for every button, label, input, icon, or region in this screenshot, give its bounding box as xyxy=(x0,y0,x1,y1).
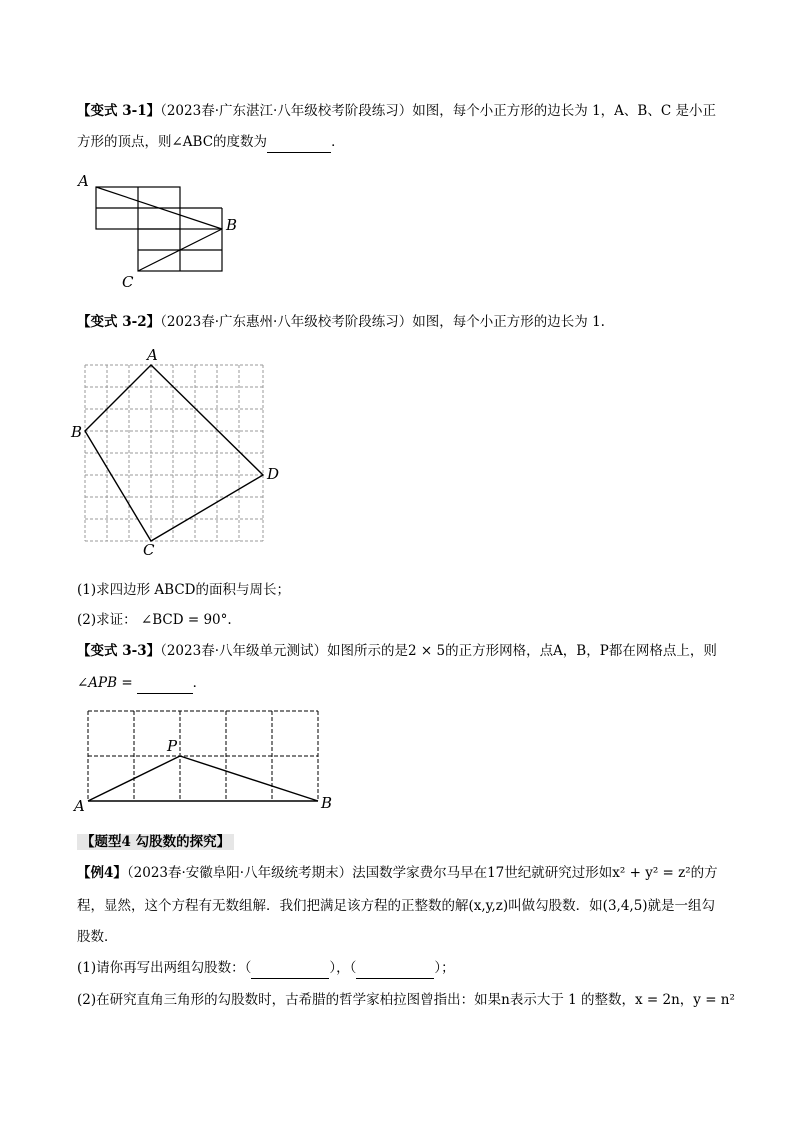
q31-label-c: C xyxy=(122,273,134,291)
ex4-text2: 程，显然，这个方程有无数组解．我们把满足该方程的正整数的解(x,y,z)叫做勾股数．如(3,4,5)就是一组勾 xyxy=(77,898,716,914)
q31-tag: 【变式 3-1】 xyxy=(77,103,161,119)
ex4-text3: 股数． xyxy=(77,929,118,945)
ex4-line1 xyxy=(77,863,718,883)
q33-segment-pb xyxy=(180,756,318,801)
ex4-sub1-mid: ），（ xyxy=(329,960,357,976)
ex4-sub2 xyxy=(77,990,735,1010)
q31-figure xyxy=(70,170,260,295)
ex4-blank-2 xyxy=(356,958,434,979)
q32-sub2 xyxy=(77,610,232,630)
q32-figure xyxy=(65,343,295,558)
q32-label-c: C xyxy=(143,541,155,558)
q31-label-b: B xyxy=(226,216,238,234)
section-heading xyxy=(77,832,234,852)
ex4-line3 xyxy=(77,927,118,947)
ex4-sub1-text: (1)请你再写出两组勾股数：（ xyxy=(77,960,252,976)
q33-label-a: A xyxy=(74,797,85,815)
q32-label-d: D xyxy=(267,465,280,483)
ex4-sub1-end: ）； xyxy=(434,960,455,976)
q31-text1: （2023春·广东湛江·八年级校考阶段练习）如图，每个小正方形的边长为 1，A、B、C 是小正 xyxy=(160,103,716,119)
q33-text1: （2023春·八年级单元测试）如图所示的是2 × 5的正方形网格，点A，B，P都在网格点上，则 xyxy=(160,643,717,659)
q33-label-p: P xyxy=(167,737,178,755)
q32-label-a: A xyxy=(147,346,158,364)
q32-dashed-grid xyxy=(85,365,263,541)
q31-answer-blank xyxy=(267,132,331,153)
q33-text2: ∠APB = xyxy=(77,675,133,691)
ex4-tag: 【例4】 xyxy=(77,865,127,881)
q32-text1: （2023春·广东惠州·八年级校考阶段练习）如图，每个小正方形的边长为 1. xyxy=(160,314,605,330)
q32-label-b: B xyxy=(71,423,83,441)
q33-text2-end: ． xyxy=(192,675,207,691)
q33-answer-blank xyxy=(137,673,193,694)
q33-dashed-grid xyxy=(88,711,318,801)
ex4-sub2-text: (2)在研究直角三角形的勾股数时，古希腊的哲学家柏拉图曾指出：如果n表示大于 1 的整数，x = 2n，y = n² xyxy=(77,992,735,1008)
q31-label-a: A xyxy=(78,172,89,190)
q33-figure xyxy=(70,705,340,815)
q31-text2-end: ． xyxy=(331,134,345,150)
section-title: 【题型4 勾股数的探究】 xyxy=(77,834,234,850)
ex4-sub1 xyxy=(77,958,455,979)
ex4-text1: （2023春·安徽阜阳·八年级统考期末）法国数学家费尔马早在17世纪就研究过形如x² + y² = z²的方 xyxy=(126,865,718,881)
q33-line1 xyxy=(77,641,717,661)
q31-line2 xyxy=(77,132,345,153)
q32-sub1 xyxy=(77,580,290,600)
ex4-line2 xyxy=(77,896,715,916)
ex4-blank-1 xyxy=(251,958,329,979)
q33-label-b: B xyxy=(321,794,333,812)
q31-text2: 方形的顶点，则∠ABC的度数为 xyxy=(77,134,268,150)
q32-sub2-text: (2)求证： ∠BCD = 90°. xyxy=(77,612,232,628)
q31-line1 xyxy=(77,101,716,121)
q32-sub1-text: (1)求四边形 ABCD的面积与周长； xyxy=(77,582,290,598)
q33-line2 xyxy=(77,673,206,694)
q32-tag: 【变式 3-2】 xyxy=(77,314,161,330)
q33-tag: 【变式 3-3】 xyxy=(77,643,161,659)
q32-line1 xyxy=(77,312,605,332)
